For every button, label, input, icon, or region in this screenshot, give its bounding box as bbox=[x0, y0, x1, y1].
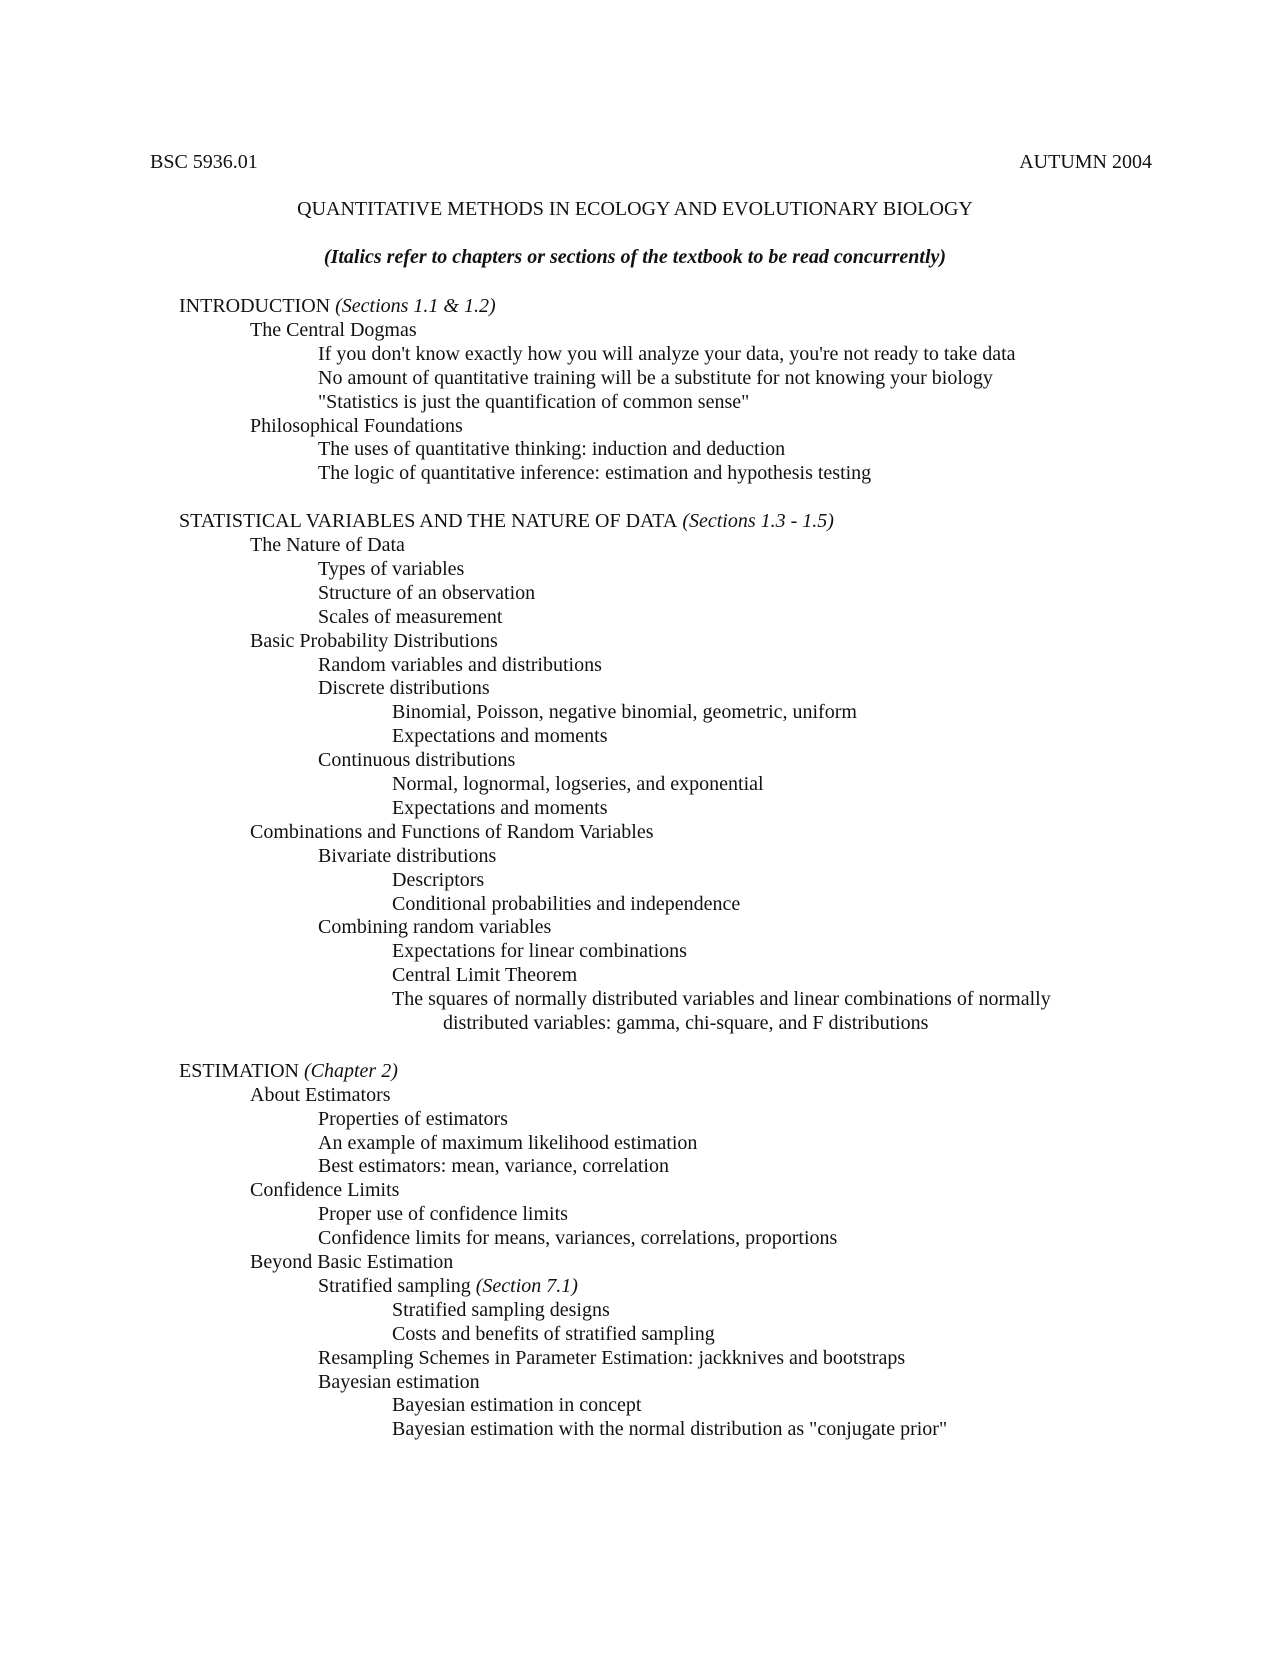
reading-note: (Italics refer to chapters or sections of the textbook to be read concurrently) bbox=[323, 246, 947, 268]
textbook-reference: (Chapter 2) bbox=[299, 1059, 398, 1082]
outline-text: Basic Probability Distributions bbox=[250, 629, 498, 652]
outline-text: ESTIMATION (Chapter 2) bbox=[179, 1059, 398, 1082]
textbook-reference: (Section 7.1) bbox=[470, 1274, 578, 1297]
outline-text: Stratified sampling (Section 7.1) bbox=[318, 1274, 578, 1297]
outline-text: Stratified sampling designs bbox=[392, 1298, 610, 1321]
outline-text: Resampling Schemes in Parameter Estimation: jackknives and bootstraps bbox=[318, 1346, 906, 1369]
outline-text: Bayesian estimation with the normal distribution as "conjugate prior" bbox=[392, 1418, 948, 1441]
outline-text: Discrete distributions bbox=[318, 677, 490, 700]
outline-text: No amount of quantitative training will be a substitute for not knowing your biology bbox=[318, 366, 993, 389]
outline-text: Expectations and moments bbox=[392, 796, 608, 819]
outline-text: The Central Dogmas bbox=[250, 318, 417, 341]
outline-text: Expectations for linear combinations bbox=[392, 940, 687, 963]
textbook-reference: (Sections 1.3 - 1.5) bbox=[677, 510, 834, 533]
outline-text: Bayesian estimation in concept bbox=[392, 1394, 642, 1417]
term: AUTUMN 2004 bbox=[1019, 151, 1152, 173]
outline-text: Combinations and Functions of Random Variables bbox=[250, 820, 654, 843]
outline-text: STATISTICAL VARIABLES AND THE NATURE OF DATA (Sections 1.3 - 1.5) bbox=[179, 510, 834, 533]
outline-text: Conditional probabilities and independence bbox=[392, 892, 741, 915]
outline-text: Bivariate distributions bbox=[318, 844, 497, 867]
outline-text: About Estimators bbox=[250, 1083, 391, 1106]
outline-text: Confidence Limits bbox=[250, 1179, 400, 1202]
outline-text: Proper use of confidence limits bbox=[318, 1203, 568, 1226]
outline-text: Costs and benefits of stratified sampling bbox=[392, 1322, 715, 1345]
outline-text: Continuous distributions bbox=[318, 749, 516, 772]
outline-text: Normal, lognormal, logseries, and exponential bbox=[392, 773, 764, 795]
outline-text: Structure of an observation bbox=[318, 581, 536, 604]
outline-text: The Nature of Data bbox=[250, 534, 405, 556]
outline-text: Binomial, Poisson, negative binomial, geometric, uniform bbox=[392, 701, 857, 724]
outline-text: "Statistics is just the quantification of common sense" bbox=[318, 390, 750, 413]
outline-text: Descriptors bbox=[392, 868, 485, 891]
outline-text: Types of variables bbox=[318, 557, 465, 580]
outline-text: INTRODUCTION (Sections 1.1 & 1.2) bbox=[179, 295, 496, 317]
outline-text: distributed variables: gamma, chi-square, and F distributions bbox=[443, 1012, 929, 1034]
outline-text: An example of maximum likelihood estimation bbox=[318, 1131, 698, 1154]
outline-text: The squares of normally distributed variables and linear combinations of normally bbox=[392, 988, 1051, 1011]
outline-text: Best estimators: mean, variance, correlation bbox=[318, 1155, 669, 1178]
outline-text: Central Limit Theorem bbox=[392, 964, 578, 987]
outline-text: Philosophical Foundations bbox=[250, 414, 463, 437]
outline-text: The logic of quantitative inference: estimation and hypothesis testing bbox=[318, 462, 872, 485]
outline-text: Confidence limits for means, variances, correlations, proportions bbox=[318, 1227, 838, 1250]
outline-text: Beyond Basic Estimation bbox=[250, 1251, 454, 1273]
course-code: BSC 5936.01 bbox=[150, 151, 258, 173]
outline-text: Random variables and distributions bbox=[318, 653, 602, 676]
outline-text: If you don't know exactly how you will analyze your data, you're not ready to take data bbox=[318, 342, 1016, 365]
page-title: QUANTITATIVE METHODS IN ECOLOGY AND EVOLUTIONARY BIOLOGY bbox=[297, 198, 973, 220]
textbook-reference: (Sections 1.1 & 1.2) bbox=[330, 295, 496, 317]
outline-text: The uses of quantitative thinking: induction and deduction bbox=[318, 438, 786, 461]
outline-text: Combining random variables bbox=[318, 916, 552, 939]
outline-text: Properties of estimators bbox=[318, 1107, 508, 1130]
outline-text: Bayesian estimation bbox=[318, 1370, 480, 1393]
outline-text: Expectations and moments bbox=[392, 725, 608, 748]
outline-text: Scales of measurement bbox=[318, 605, 503, 628]
